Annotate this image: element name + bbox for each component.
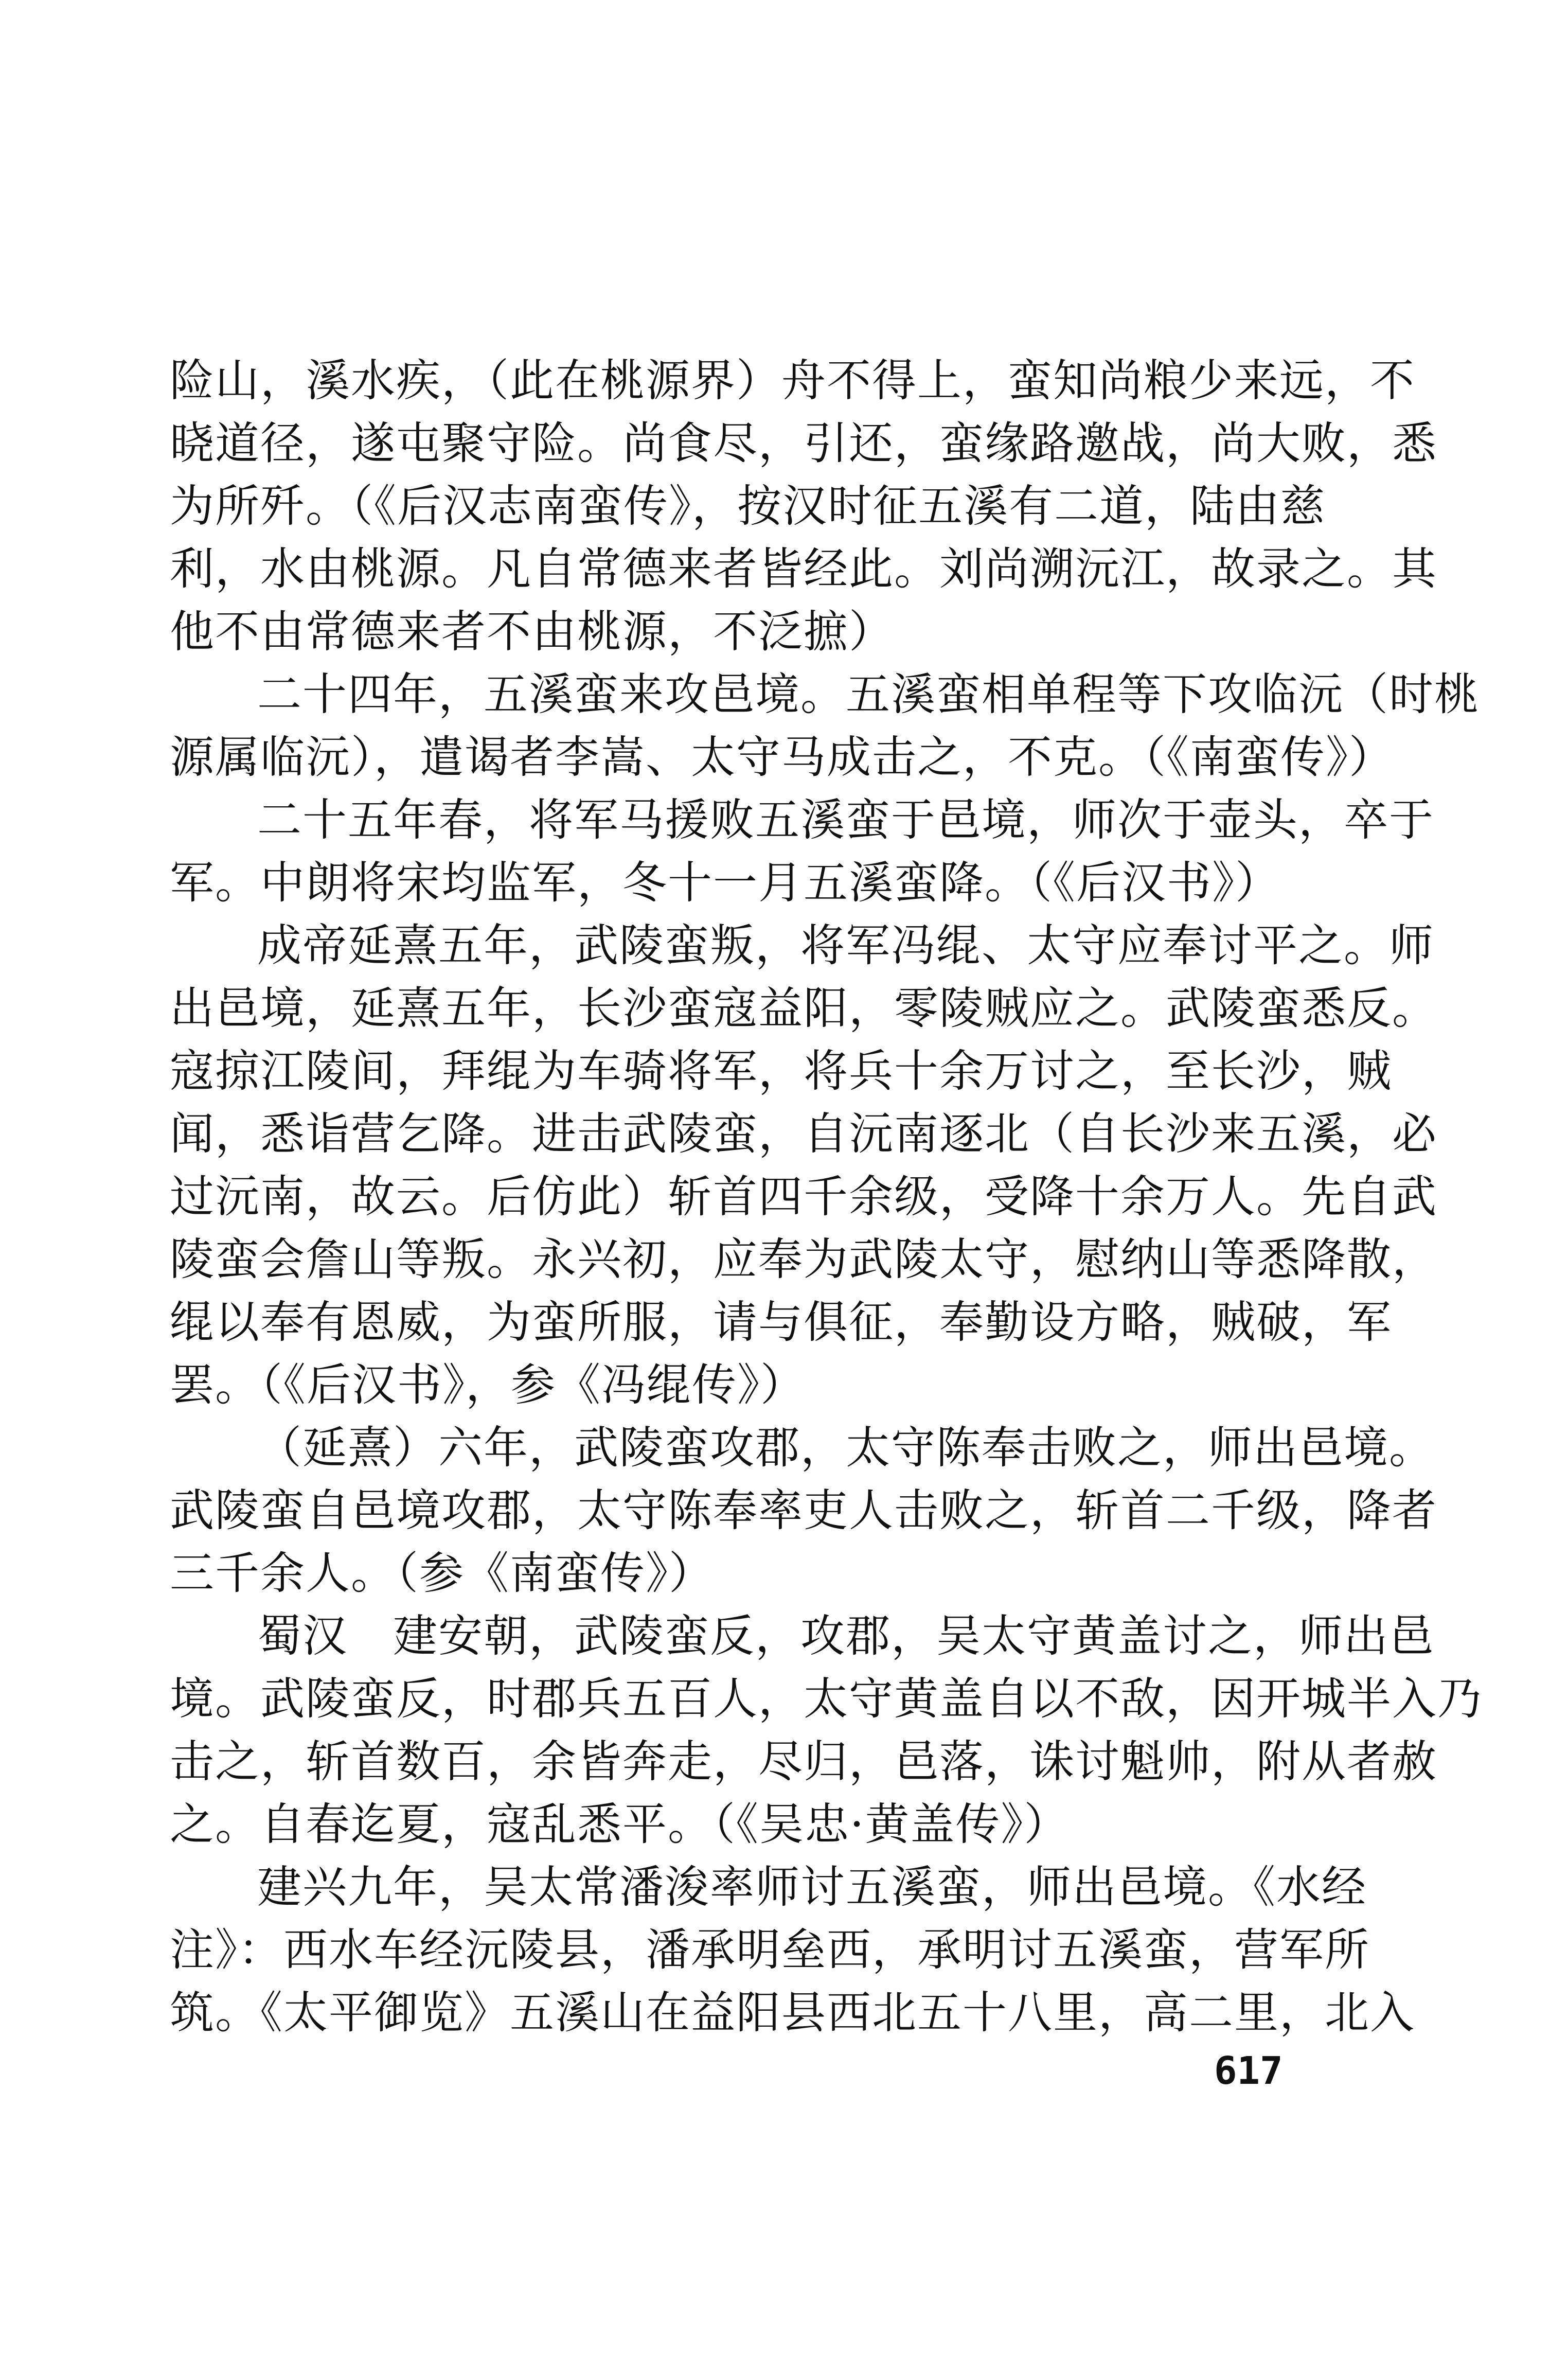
- paragraph-start-line: 蜀汉 建安朝，武陵蛮反，攻郡，吴太守黄盖讨之，师出邑: [257, 1610, 1434, 1662]
- text-line: 注》：西水车经沅陵县，潘承明垒西，承明讨五溪蛮，营军所: [170, 1924, 1370, 1976]
- text-line: 过沅南，故云。后仿此）斩首四千余级，受降十余万人。先自武: [170, 1171, 1437, 1223]
- page-number: 617: [1214, 2049, 1283, 2093]
- text-line: 寇掠江陵间，拜绲为车骑将军，将兵十余万讨之，至长沙，贼: [170, 1046, 1392, 1097]
- text-line: 绲以奉有恩威，为蛮所服，请与俱征，奉勤设方略，贼破，军: [170, 1297, 1392, 1348]
- text-line: 军。中朗将宋均监军，冬十一月五溪蛮降。（《后汉书》）: [170, 857, 1280, 909]
- paragraph-start-line: 二十五年春，将军马援败五溪蛮于邑境，师次于壶头，卒于: [257, 794, 1434, 846]
- text-line: 筑。《太平御览》五溪山在益阳县西北五十八里，高二里，北入: [170, 1987, 1415, 2039]
- text-line: 境。武陵蛮反，时郡兵五百人，太守黄盖自以不敌，因开城半入乃: [170, 1673, 1483, 1725]
- paragraph-start-line: 二十四年，五溪蛮来攻邑境。五溪蛮相单程等下攻临沅（时桃: [257, 669, 1480, 720]
- text-line: 武陵蛮自邑境攻郡，太守陈奉率吏人击败之，斩首二千级，降者: [170, 1485, 1437, 1536]
- text-line: 他不由常德来者不由桃源，不泛摭）: [170, 606, 894, 658]
- text-line: 罢。（《后汉书》，参《冯绲传》）: [170, 1359, 806, 1411]
- text-line: 晓道径，遂屯聚守险。尚食尽，引还，蛮缘路邀战，尚大败，悉: [170, 418, 1437, 469]
- text-line: 为所歼。（《后汉志南蛮传》，按汉时征五溪有二道，陆由慈: [170, 481, 1326, 532]
- text-line: 利，水由桃源。凡自常德来者皆经此。刘尚溯沅江，故录之。其: [170, 543, 1437, 595]
- text-line: 险山，溪水疾，（此在桃源界）舟不得上，蛮知尚粮少来远，不: [170, 355, 1415, 406]
- text-line: 击之，斩首数百，余皆奔走，尽归，邑落，诛讨魁帅，附从者赦: [170, 1736, 1437, 1787]
- paragraph-start-line: 成帝延熹五年，武陵蛮叛，将军冯绲、太守应奉讨平之。师: [257, 920, 1434, 971]
- paragraph-start-line: 建兴九年，吴太常潘浚率师讨五溪蛮，师出邑境。《水经: [257, 1862, 1367, 1913]
- text-line: 出邑境，延熹五年，长沙蛮寇益阳，零陵贼应之。武陵蛮悉反。: [170, 983, 1437, 1034]
- text-line: 陵蛮会詹山等叛。永兴初，应奉为武陵太守，慰纳山等悉降散，: [170, 1234, 1437, 1285]
- text-line: 源属临沅），遣谒者李嵩、太守马成击之，不克。（《南蛮传》）: [170, 732, 1394, 783]
- text-line: 三千余人。（参《南蛮传》）: [170, 1548, 714, 1599]
- text-line: 之。自春迄夏，寇乱悉平。（《吴忠·黄盖传》）: [170, 1799, 1070, 1850]
- text-line: 闻，悉诣营乞降。进击武陵蛮，自沅南逐北（自长沙来五溪，必: [170, 1108, 1437, 1160]
- paragraph-start-line: （延熹）六年，武陵蛮攻郡，太守陈奉击败之，师出邑境。: [257, 1422, 1434, 1474]
